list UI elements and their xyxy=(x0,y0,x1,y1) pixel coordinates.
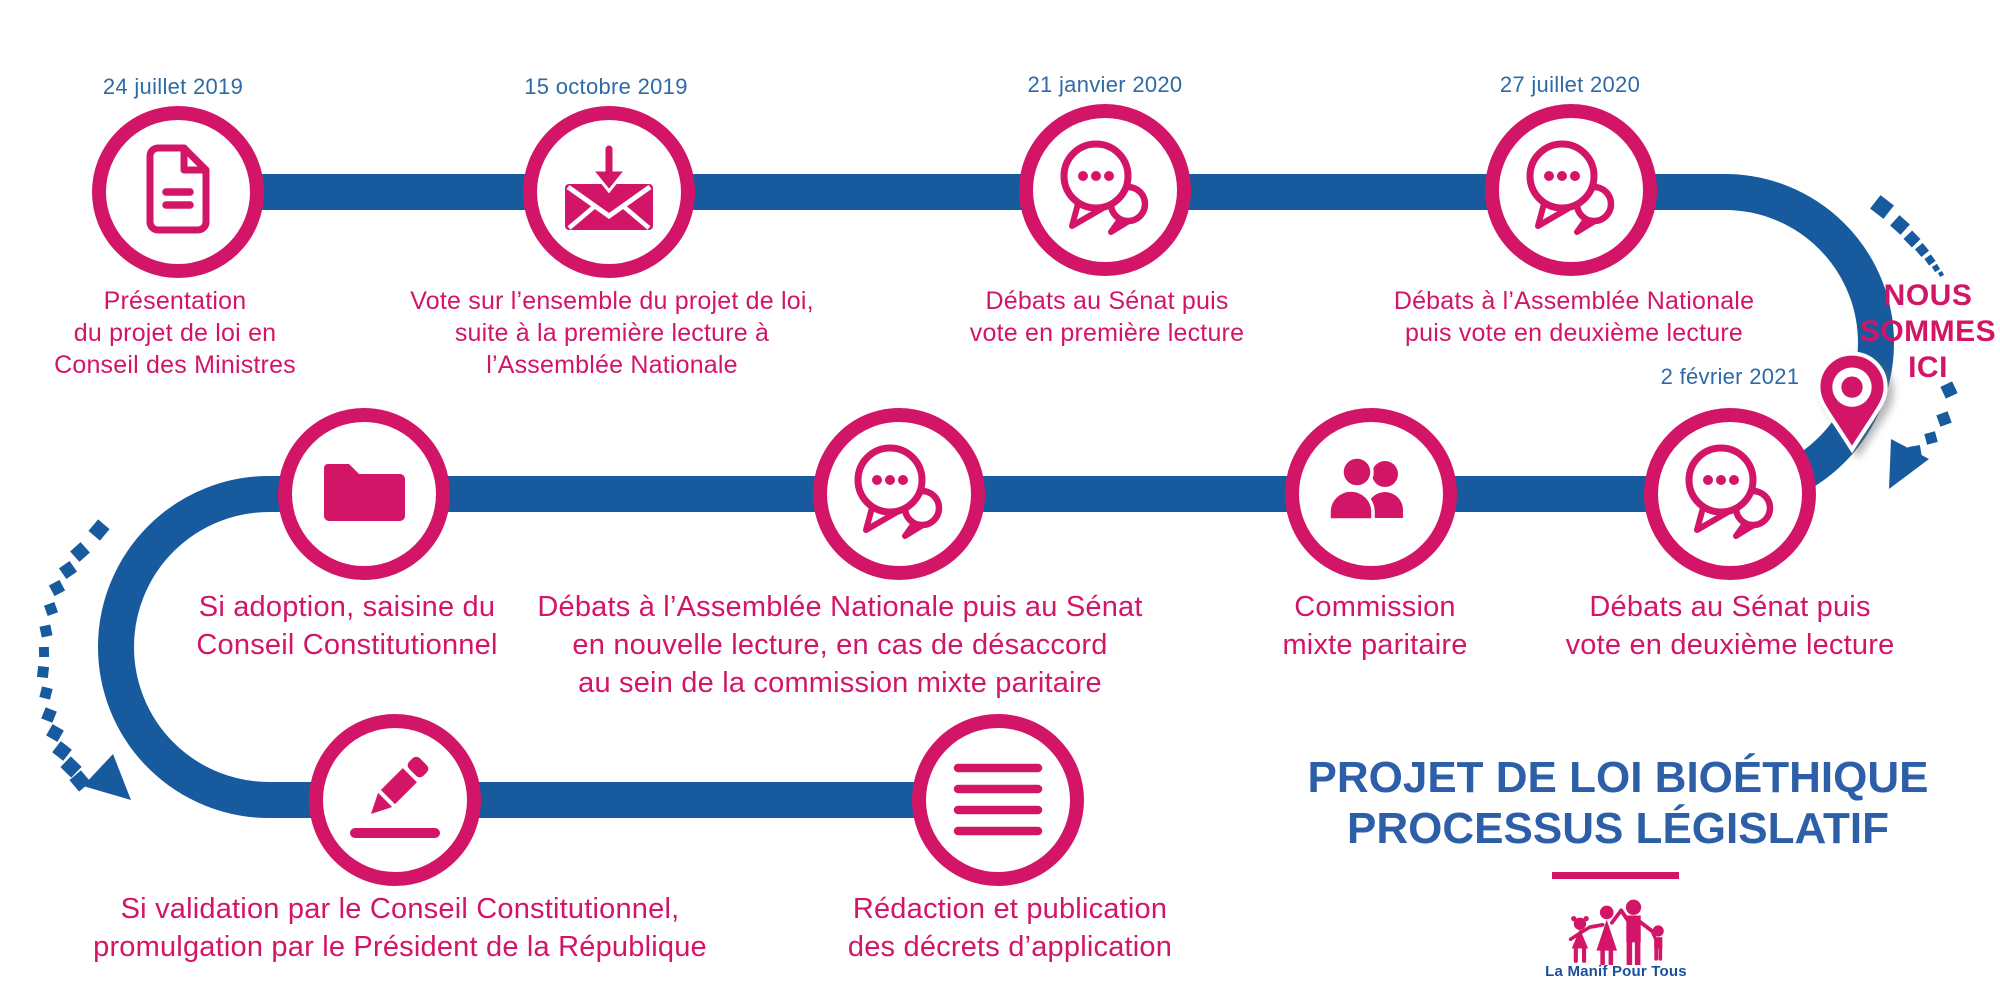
step-node-nouvelle-lecture xyxy=(813,408,985,580)
debate-bubbles-icon xyxy=(1521,140,1621,240)
step-label: Débats à l’Assemblée Nationale puis au Sénat en nouvelle lecture, en cas de désaccord au sein de la commission mixte paritaire xyxy=(537,591,1143,699)
step-node-vote-premiere-lecture xyxy=(523,106,695,278)
logo-wordmark: La Manif Pour Tous xyxy=(1545,963,1687,980)
here-marker-label: NOUS SOMMES ICI xyxy=(1859,279,1997,384)
step-date: 21 janvier 2020 xyxy=(1027,72,1183,97)
step-label: Vote sur l’ensemble du projet de loi, suite à la première lecture à l’Assemblée Nationale xyxy=(410,287,814,379)
direction-arc-top-right xyxy=(1870,195,1944,277)
folder-icon xyxy=(314,444,414,544)
debate-bubbles-icon xyxy=(849,444,949,544)
arrowhead-left xyxy=(83,754,131,800)
step-node-promulgation xyxy=(309,714,481,886)
step-label: Débats à l’Assemblée Nationale puis vote en deuxième lecture xyxy=(1393,287,1755,347)
arrowhead-bottom-right xyxy=(1889,439,1929,489)
step-label: Si validation par le Conseil Constitutionnel, promulgation par le Président de la République xyxy=(93,893,707,963)
family-logo-icon xyxy=(1550,897,1682,965)
list-icon xyxy=(948,750,1048,850)
step-label: Débats au Sénat puis vote en deuxième lecture xyxy=(1565,591,1895,661)
step-node-saisine-conseil xyxy=(278,408,450,580)
location-pin-icon xyxy=(1811,350,1893,453)
vote-envelope-icon xyxy=(559,142,659,242)
step-label: Commission mixte paritaire xyxy=(1282,591,1468,661)
step-node-debats-senat-1 xyxy=(1019,104,1191,276)
step-date: 2 février 2021 xyxy=(1660,364,1800,389)
step-node-debats-senat-2 xyxy=(1644,408,1816,580)
step-label: Rédaction et publication des décrets d’application xyxy=(847,893,1173,963)
pencil-icon xyxy=(345,750,445,850)
page-title: PROJET DE LOI BIOÉTHIQUE PROCESSUS LÉGISLATIF xyxy=(1307,753,1929,853)
direction-arc-bottom-right xyxy=(1889,381,1958,489)
step-node-debats-an-2 xyxy=(1485,104,1657,276)
step-date: 15 octobre 2019 xyxy=(524,74,688,99)
step-label: Présentation du projet de loi en Conseil des Ministres xyxy=(54,287,296,379)
people-icon xyxy=(1321,444,1421,544)
debate-bubbles-icon xyxy=(1055,140,1155,240)
step-label: Débats au Sénat puis vote en première lecture xyxy=(969,287,1245,347)
step-date: 27 juillet 2020 xyxy=(1499,72,1641,97)
step-date: 24 juillet 2019 xyxy=(102,74,244,99)
debate-bubbles-icon xyxy=(1680,444,1780,544)
step-node-presentation xyxy=(92,106,264,278)
step-node-decrets xyxy=(912,714,1084,886)
step-label: Si adoption, saisine du Conseil Constitutionnel xyxy=(196,591,498,661)
step-node-commission-mixte xyxy=(1285,408,1457,580)
document-icon xyxy=(128,142,228,242)
title-underline xyxy=(1552,872,1679,879)
